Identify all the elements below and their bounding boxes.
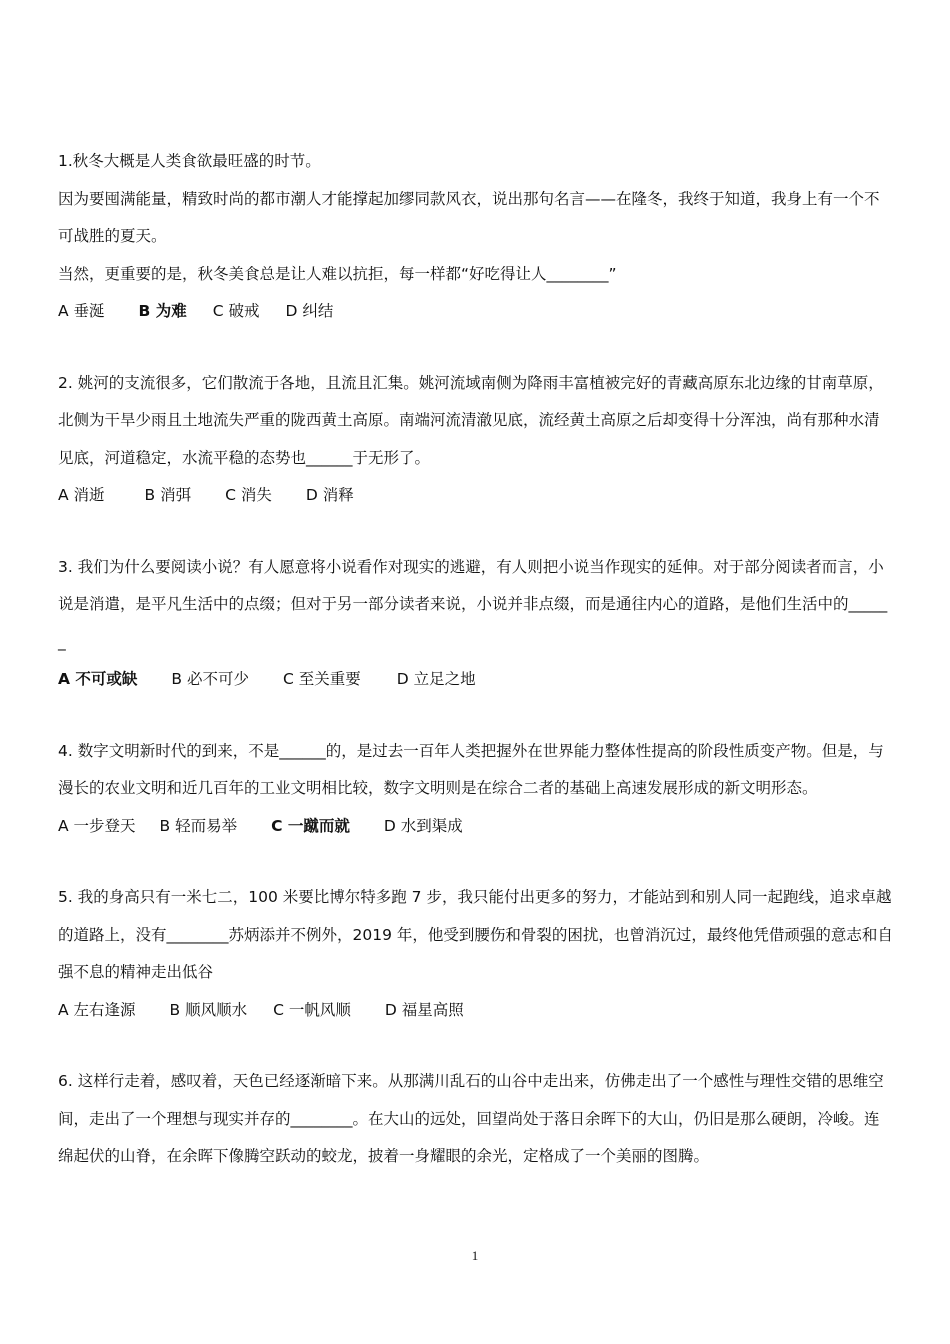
document-page [58, 143, 894, 1210]
answer-options [58, 661, 894, 699]
question-5 [58, 879, 894, 1029]
option-b: B 必不可少 [171, 670, 249, 688]
option-c: C 一蹴而就 [271, 816, 350, 835]
answer-options [58, 293, 894, 331]
option-d: D 纠结 [285, 302, 334, 320]
option-b: B 轻而易举 [159, 816, 238, 835]
question-text: 6. 这样行走着，感叹着，天色已经逐渐暗下来。从那满川乱石的山谷中走出来，仿佛走出了一个感性与理性交错的思维空间，走出了一个理想与现实并存的________。在大山的远处，回望尚处于落日余晖下的大山，仍旧是那么硬朗，冷峻。连绵起伏的山脊，在余晖下像腾空跃动的蛟龙，披着一身耀眼的余光，定格成了一个美丽的图腾。 [58, 1072, 884, 1165]
question-text: 1.秋冬大概是人类食欲最旺盛的时节。 [58, 152, 321, 170]
question-text: 5. 我的身高只有一米七二，100 米要比博尔特多跑 7 步，我只能付出更多的努力，才能站到和别人同一起跑线，追求卓越的道路上，没有________苏炳添并不例外，2019 年，他受到腰伤和骨裂的困扰，也曾消沉过，最终他凭借顽强的意志和自强不息的精神走出低谷 [58, 888, 893, 981]
option-a: A 左右逢源 [58, 1000, 136, 1019]
option-d: D 消释 [305, 486, 354, 504]
option-c: C 破戒 [212, 302, 260, 320]
option-c: C 一帆风顺 [273, 1000, 351, 1019]
page-number: 1 [471, 1248, 479, 1263]
option-b: B 为难 [138, 302, 187, 320]
option-c: C 至关重要 [282, 670, 361, 688]
answer-options [58, 477, 894, 515]
option-d: D 福星高照 [384, 1000, 464, 1019]
option-b: B 顺风顺水 [169, 1000, 248, 1019]
option-d: D 立足之地 [396, 670, 476, 688]
option-b: B 消弭 [144, 486, 192, 504]
option-a: A 消逝 [58, 486, 105, 504]
question-3 [58, 549, 894, 699]
question-text: 因为要囤满能量，精致时尚的都市潮人才能撑起加缪同款风衣，说出那句名言——在隆冬，我终于知道，我身上有一个不可战胜的夏天。 [58, 189, 880, 245]
answer-options [58, 992, 894, 1030]
question-6 [58, 1063, 894, 1176]
option-a: A 垂涎 [58, 302, 105, 320]
question-4 [58, 733, 894, 846]
question-2 [58, 365, 894, 515]
answer-options [58, 808, 894, 846]
question-text: 当然，更重要的是，秋冬美食总是让人难以抗拒，每一样都“好吃得让人________” [58, 264, 617, 283]
question-text: 3. 我们为什么要阅读小说？有人愿意将小说看作对现实的逃避，有人则把小说当作现实的延伸。对于部分阅读者而言，小说是消遣，是平凡生活中的点缀；但对于另一部分读者来说，小说并非点缀，而是通往内心的道路，是他们生活中的______ [58, 557, 888, 651]
question-text: 4. 数字文明新时代的到来，不是______的，是过去一百年人类把握外在世界能力整体性提高的阶段性质变产物。但是，与漫长的农业文明和近几百年的工业文明相比较，数字文明则是在综合二者的基础上高速发展形成的新文明形态。 [58, 741, 884, 797]
option-a: A 一步登天 [58, 816, 136, 835]
question-text: 2. 姚河的支流很多，它们散流于各地，且流且汇集。姚河流域南侧为降雨丰富植被完好的青藏高原东北边缘的甘南草原，北侧为干旱少雨且土地流失严重的陇西黄土高原。南端河流清澈见底，流经黄土高原之后却变得十分浑浊，尚有那种水清见底，河道稳定，水流平稳的态势也______于无形了。 [58, 373, 884, 467]
question-1 [58, 143, 894, 331]
option-a: A 不可或缺 [58, 670, 138, 688]
option-c: C 消失 [225, 486, 272, 504]
option-d: D 水到渠成 [383, 816, 463, 835]
